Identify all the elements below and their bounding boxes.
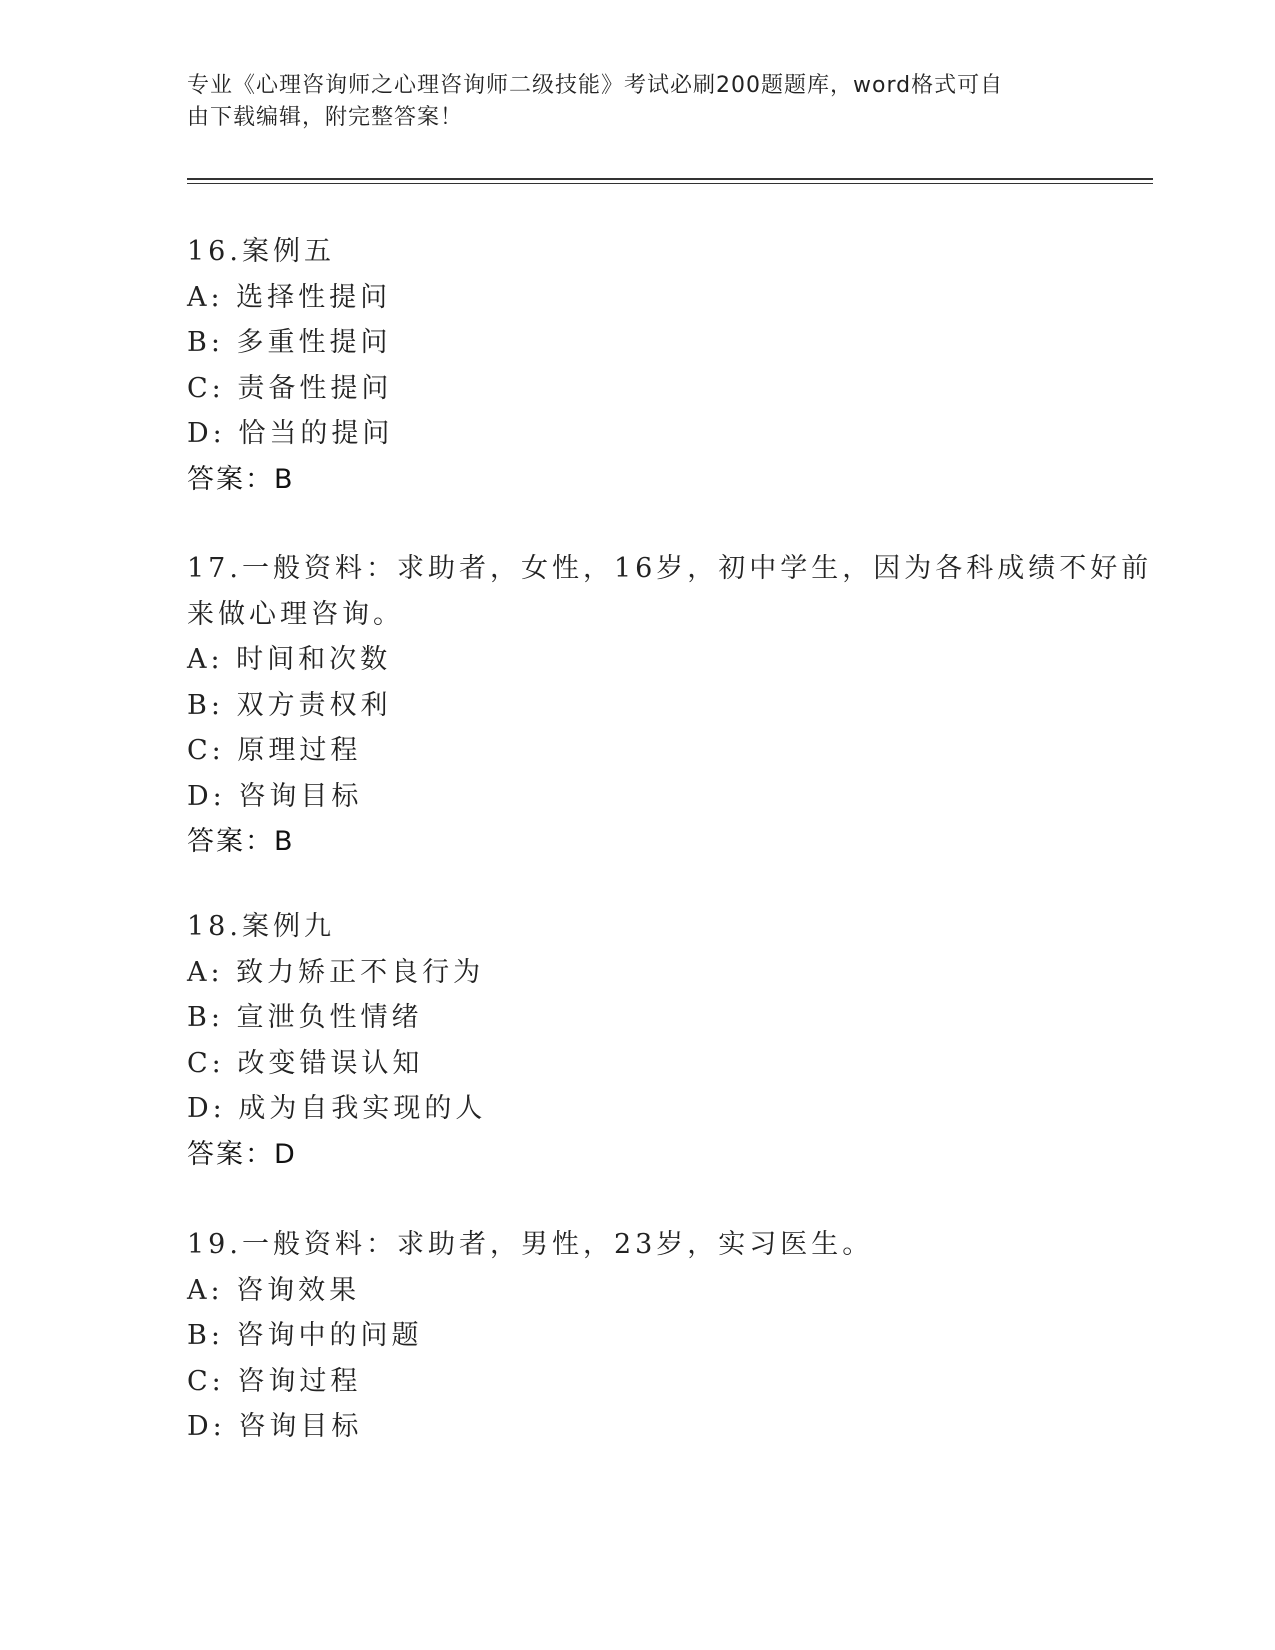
option-b: B: 咨询中的问题 (187, 1320, 423, 1351)
option-a: A: 选择性提问 (187, 281, 392, 313)
question-stem-line-2: 来做心理咨询。 (187, 598, 404, 630)
option-d: D: 咨询目标 (187, 1411, 363, 1442)
question-17 (187, 546, 1153, 865)
option-b: B: 双方责权利 (187, 689, 392, 721)
question-stem: 18.案例九 (187, 911, 335, 942)
option-a: A: 咨询效果 (187, 1274, 361, 1306)
question-stem: 19.一般资料：求助者，男性，23岁，实习医生。 (187, 1229, 874, 1260)
header-line-2: 由下载编辑，附完整答案！ (187, 105, 464, 130)
option-a: A: 时间和次数 (187, 644, 392, 675)
option-d: D: 咨询目标 (187, 780, 363, 812)
option-d: D: 恰当的提问 (187, 418, 394, 449)
option-c: C: 责备性提问 (187, 372, 393, 404)
question-18 (187, 904, 1087, 1177)
document-header (187, 70, 1087, 134)
option-c: C: 原理过程 (187, 735, 362, 766)
option-b: B: 宣泄负性情绪 (187, 1002, 423, 1033)
question-stem: 16.案例五 (187, 236, 335, 267)
header-line-1: 专业《心理咨询师之心理咨询师二级技能》考试必刷200题题库，word格式可自 (187, 73, 1004, 98)
question-16 (187, 229, 1087, 502)
option-d: D: 成为自我实现的人 (187, 1093, 487, 1124)
question-stem-line-1: 17.一般资料：求助者，女性，16岁，初中学生，因为各科成绩不好前 (187, 553, 1153, 584)
header-rule-thin (187, 183, 1153, 184)
option-b: B: 多重性提问 (187, 327, 392, 358)
option-c: C: 改变错误认知 (187, 1047, 424, 1079)
answer: 答案：D (187, 1138, 297, 1170)
option-c: C: 咨询过程 (187, 1365, 362, 1397)
answer: 答案：B (187, 463, 295, 495)
header-rule-thick (187, 178, 1153, 180)
option-a: A: 致力矫正不良行为 (187, 956, 485, 988)
question-19 (187, 1222, 1087, 1450)
answer: 答案：B (187, 826, 295, 857)
